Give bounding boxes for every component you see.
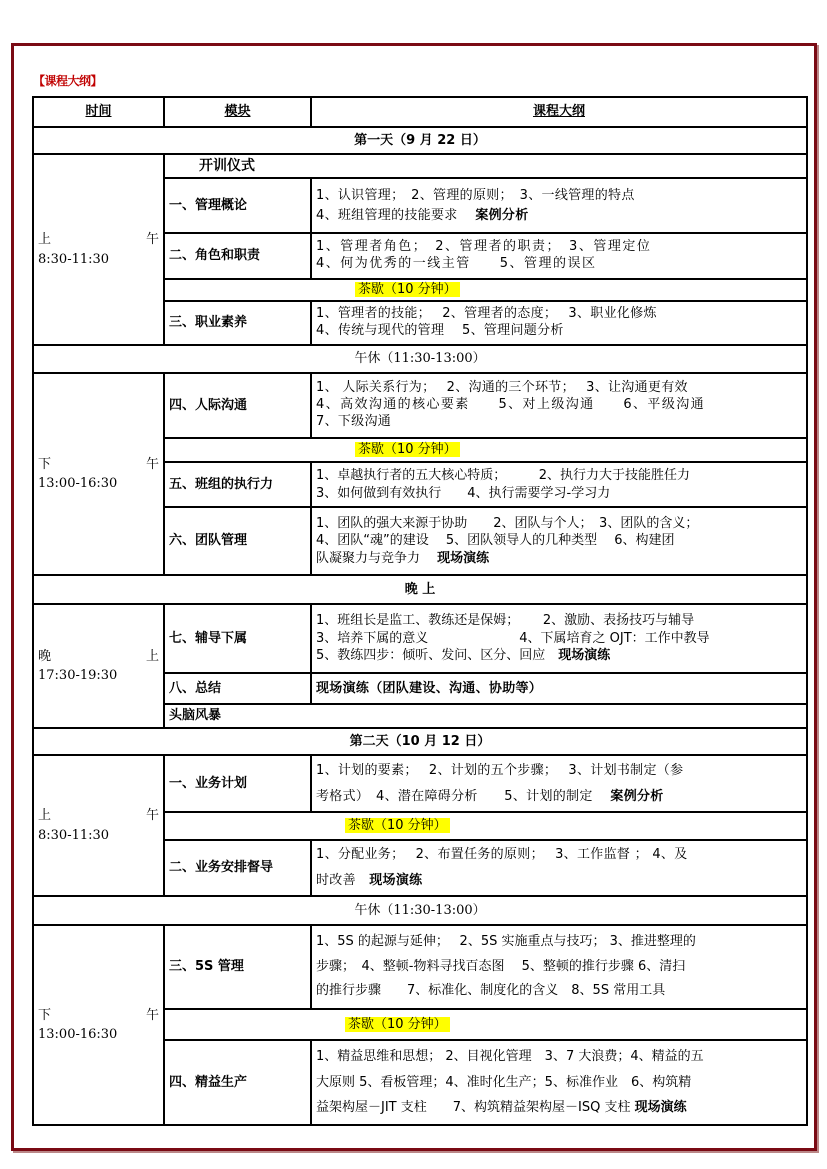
- activity-tag: 现场演练: [558, 648, 611, 664]
- module-name: 五、班组的执行力: [164, 462, 311, 507]
- period-left: 下: [38, 456, 52, 472]
- header-time: 时间: [33, 97, 164, 127]
- lunch-row: [33, 345, 807, 373]
- doc-title: 【课程大纲】: [33, 74, 103, 88]
- tea-break-cell: [164, 279, 807, 301]
- module-name: 三、职业素养: [164, 301, 311, 345]
- content-line: 1、管理者角色； 2、管理者的职责； 3、管理定位: [316, 239, 652, 255]
- module-name: 七、辅导下属: [164, 604, 311, 673]
- evening-title-row: [33, 575, 807, 604]
- day2-title: 第二天（10 月 12 日）: [33, 728, 807, 755]
- period-label: [38, 647, 159, 667]
- content-line: 1、分配业务； 2、布置任务的原则； 3、工作监督 ； 4、及: [316, 847, 688, 862]
- content-line: [316, 647, 802, 665]
- content-line: 1、精益思维和思想； 2、目视化管理 3、7 大浪费；4、精益的五: [316, 1049, 704, 1065]
- content-line: 4、团队“魂”的建设 5、团队领导人的几种类型 6、构建团: [316, 533, 675, 549]
- day1-evening-time: [33, 604, 164, 728]
- period-right: 午: [145, 456, 159, 472]
- activity-tag: 案例分析: [610, 788, 664, 804]
- day1-afternoon-time: [33, 373, 164, 575]
- module-name: 一、管理概论: [164, 178, 311, 233]
- day2-title-row: [33, 728, 807, 755]
- content-line: 1、5S 的起源与延伸； 2、5S 实施重点与技巧； 3、推进整理的: [316, 933, 696, 949]
- module-name: 四、精益生产: [164, 1040, 311, 1125]
- module-name: 一、业务计划: [164, 755, 311, 812]
- opening-row: [33, 154, 807, 178]
- period-label: [38, 1006, 159, 1026]
- header-outline: 课程大纲: [311, 97, 807, 127]
- day1-title: 第一天（9 月 22 日）: [33, 127, 807, 154]
- time-range: 13:00-16:30: [38, 476, 118, 491]
- module-content: [311, 462, 807, 507]
- module-content: [311, 1040, 807, 1125]
- content-line: 3、如何做到有效执行 4、执行需要学习-学习力: [316, 485, 611, 501]
- module-content: [311, 178, 807, 233]
- content-line: 1、 人际关系行为； 2、沟通的三个环节； 3、让沟通更有效: [316, 380, 688, 396]
- module-row: [33, 755, 807, 812]
- period-left: 晚: [38, 648, 52, 664]
- time-range: 8:30-11:30: [38, 251, 110, 267]
- content-line: [316, 550, 802, 568]
- tea-break-cell: [164, 438, 807, 462]
- period-left: 上: [38, 232, 52, 247]
- period-label: [38, 455, 159, 475]
- lunch-break: 午休（11:30-13:00）: [33, 345, 807, 373]
- time-range: 13:00-16:30: [38, 1027, 118, 1042]
- content-text: 5、教练四步：倾听、发问、区分、回应: [316, 648, 546, 664]
- day2-morning-time: [33, 755, 164, 896]
- brainstorm: 头脑风暴: [164, 704, 807, 728]
- period-label: [38, 806, 159, 826]
- content-line: 1、管理者的技能； 2、管理者的态度； 3、职业化修炼: [316, 306, 657, 322]
- module-content: [311, 604, 807, 673]
- module-content: [311, 840, 807, 896]
- period-right: 上: [145, 648, 159, 664]
- period-left: 下: [38, 1007, 52, 1023]
- module-name: 六、团队管理: [164, 507, 311, 575]
- module-name: 八、总结: [164, 673, 311, 704]
- content-text: 益架构屋－JIT 支柱 7、构筑精益架构屋－ISQ 支柱: [316, 1100, 631, 1116]
- day1-title-row: [33, 127, 807, 154]
- module-row: [33, 373, 807, 438]
- content-line: 3、培养下属的意义 4、下属培育之 OJT：工作中教导: [316, 630, 710, 646]
- content-line: [316, 868, 802, 894]
- content-line: 大原则 5、看板管理；4、准时化生产；5、标准作业 6、构筑精: [316, 1074, 692, 1090]
- period-right: 午: [145, 808, 159, 823]
- module-name: 二、角色和职责: [164, 233, 311, 279]
- content-line: [316, 1095, 802, 1120]
- period-right: 午: [145, 1007, 159, 1023]
- module-content: [311, 673, 807, 704]
- content-line: 的推行步骤 7、标准化、制度化的含义 8、5S 常用工具: [316, 983, 666, 999]
- tea-break-label: 茶歇（10 分钟）: [345, 1017, 450, 1032]
- activity-tag: 现场演练（团队建设、沟通、协助等）: [316, 680, 543, 696]
- content-line: 1、团队的强大来源于协助 2、团队与个人； 3、团队的含义；: [316, 515, 699, 531]
- period-label: [38, 230, 159, 250]
- content-line: [316, 784, 802, 810]
- activity-tag: 案例分析: [475, 207, 529, 223]
- module-name: 二、业务安排督导: [164, 840, 311, 896]
- period-right: 午: [145, 232, 159, 247]
- module-name: 三、5S 管理: [164, 925, 311, 1009]
- module-content: [311, 233, 807, 279]
- content-line: 1、班组长是监工、教练还是保姆； 2、激励、表扬技巧与辅导: [316, 613, 695, 629]
- content-line: 1、卓越执行者的五大核心特质； 2、执行力大于技能胜任力: [316, 467, 691, 483]
- content-line: [316, 206, 802, 226]
- content-text: 4、班组管理的技能要求: [316, 207, 458, 223]
- tea-break-label: 茶歇（10 分钟）: [355, 442, 460, 457]
- lunch-break: 午休（11:30-13:00）: [33, 896, 807, 925]
- module-name: 四、人际沟通: [164, 373, 311, 438]
- content-line: 1、认识管理； 2、管理的原则； 3、一线管理的特点: [316, 188, 635, 203]
- day2-afternoon-time: [33, 925, 164, 1125]
- module-content: [311, 373, 807, 438]
- content-line: 4、高效沟通的核心要素 5、对上级沟通 6、平级沟通: [316, 397, 706, 413]
- tea-break-cell: [164, 1009, 807, 1040]
- module-content: [311, 925, 807, 1009]
- header-row: [33, 97, 807, 127]
- evening-title: 晚 上: [33, 575, 807, 604]
- time-range: 17:30-19:30: [38, 668, 118, 683]
- day1-morning-time: [33, 154, 164, 345]
- header-module: 模块: [164, 97, 311, 127]
- module-row: [33, 925, 807, 1009]
- time-range: 8:30-11:30: [38, 827, 110, 843]
- activity-tag: 现场演练: [369, 873, 423, 888]
- content-line: 4、传统与现代的管理 5、管理问题分析: [316, 323, 564, 338]
- content-line: 7、下级沟通: [316, 413, 392, 429]
- content-text: 时改善: [316, 873, 356, 888]
- content-line: 1、计划的要素； 2、计划的五个步骤； 3、计划书制定（参: [316, 762, 684, 778]
- tea-break-label: 茶歇（10 分钟）: [345, 818, 450, 833]
- module-content: [311, 507, 807, 575]
- content-text: 考格式） 4、潜在障碍分析 5、计划的制定: [316, 788, 593, 804]
- content-text: 队凝聚力与竞争力: [316, 550, 421, 566]
- activity-tag: 现场演练: [634, 1100, 687, 1116]
- module-row: [33, 604, 807, 673]
- course-outline-table: [32, 96, 808, 1126]
- lunch-row: [33, 896, 807, 925]
- opening-ceremony: 开训仪式: [164, 154, 807, 178]
- tea-break-cell: [164, 812, 807, 840]
- content-line: 步骤； 4、整顿-物料寻找百态图 5、整顿的推行步骤 6、清扫: [316, 958, 686, 974]
- module-content: [311, 301, 807, 345]
- period-left: 上: [38, 808, 52, 823]
- module-content: [311, 755, 807, 812]
- content-line: 4、何为优秀的一线主管 5、管理的误区: [316, 256, 597, 271]
- tea-break-label: 茶歇（10 分钟）: [355, 282, 460, 297]
- activity-tag: 现场演练: [437, 550, 490, 566]
